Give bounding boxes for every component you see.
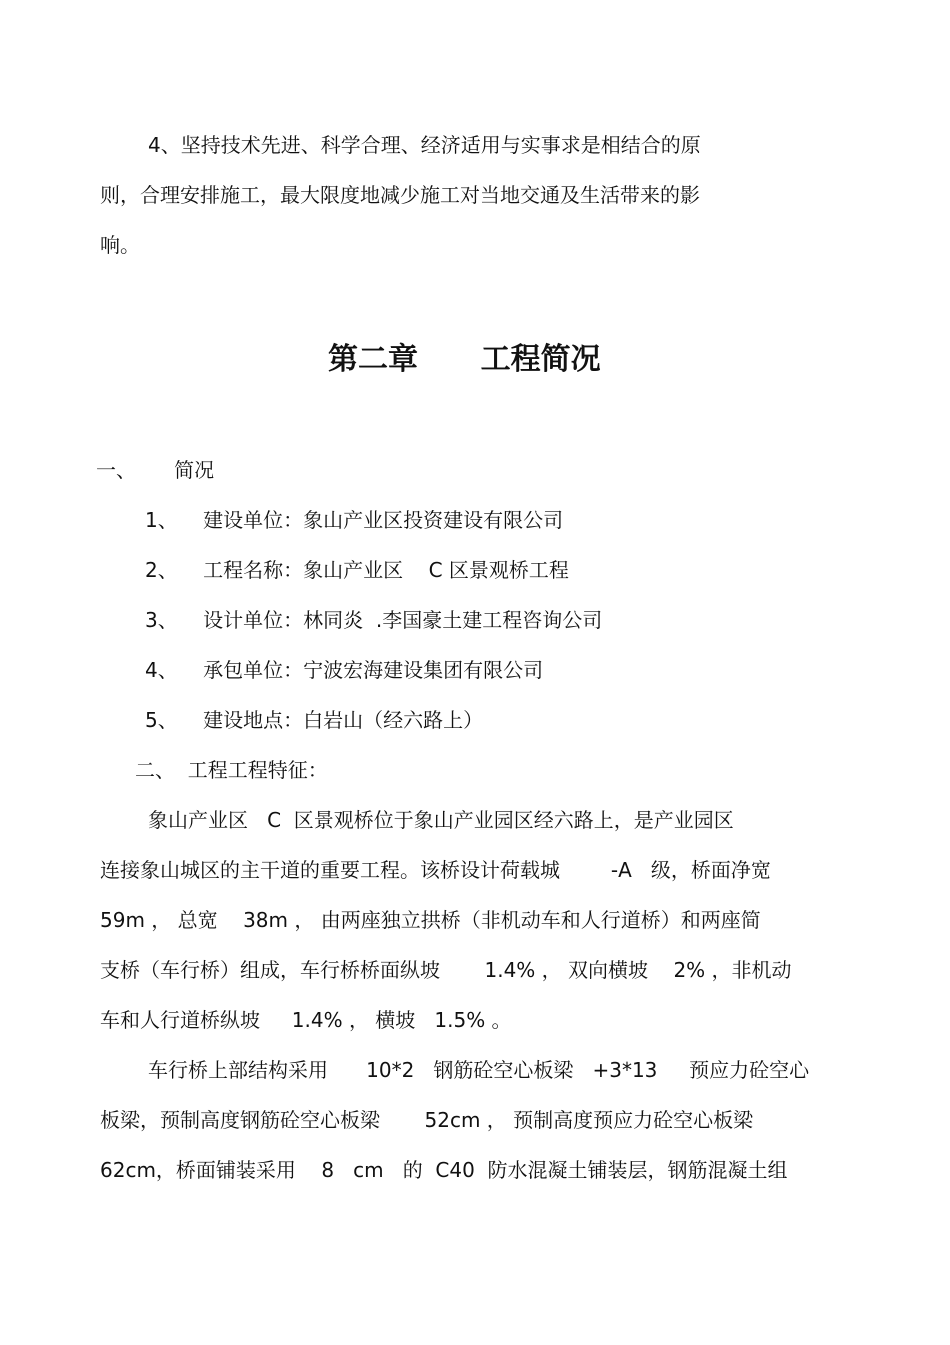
section-heading-2: 二、 工程工程特征： — [135, 758, 328, 782]
paragraph-line: 支桥（车行桥）组成，车行桥桥面纵坡 1.4% ， 双向横坡 2% ，非机动 — [100, 958, 792, 982]
paragraph-line: 62cm，桥面铺装采用 8 cm 的 C40 防水混凝土铺装层，钢筋混凝土组 — [100, 1158, 788, 1182]
paragraph-line: 连接象山城区的主干道的重要工程。该桥设计荷载城 -A 级，桥面净宽 — [100, 858, 771, 882]
intro-line-1: 4、坚持技术先进、科学合理、经济适用与实事求是相结合的原 — [148, 133, 701, 157]
list-item: 1、 建设单位：象山产业区投资建设有限公司 — [145, 508, 564, 532]
list-item: 2、 工程名称：象山产业区 C 区景观桥工程 — [145, 558, 569, 582]
paragraph-line: 板梁，预制高度钢筋砼空心板梁 52cm ， 预制高度预应力砼空心板梁 — [100, 1108, 754, 1132]
chapter-title: 第二章 工程简况 — [328, 342, 601, 377]
paragraph-line: 车和人行道桥纵坡 1.4% ， 横坡 1.5% 。 — [100, 1008, 512, 1032]
paragraph-line: 象山产业区 C 区景观桥位于象山产业园区经六路上，是产业园区 — [148, 808, 734, 832]
paragraph-line: 车行桥上部结构采用 10*2 钢筋砼空心板梁 +3*13 预应力砼空心 — [148, 1058, 810, 1082]
intro-line-2: 则，合理安排施工，最大限度地减少施工对当地交通及生活带来的影 — [100, 183, 700, 207]
paragraph-line: 59m ， 总宽 38m ， 由两座独立拱桥（非机动车和人行道桥）和两座简 — [100, 908, 761, 932]
section-heading-1: 一、 简况 — [96, 458, 215, 482]
list-item: 3、 设计单位：林同炎 .李国豪土建工程咨询公司 — [145, 608, 603, 632]
list-item: 5、 建设地点：白岩山（经六路上） — [145, 708, 484, 732]
list-item: 4、 承包单位：宁波宏海建设集团有限公司 — [145, 658, 544, 682]
intro-line-3: 响。 — [100, 233, 140, 257]
